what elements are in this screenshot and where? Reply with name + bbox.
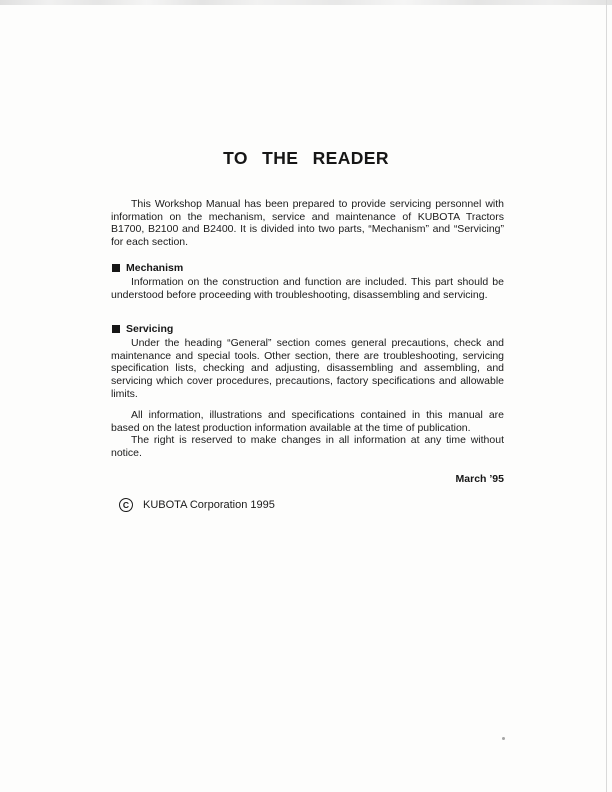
servicing-section-heading [112, 323, 173, 335]
scan-line-right-edge [606, 0, 607, 792]
intro-paragraph: This Workshop Manual has been prepared to provide servicing personnel with information on the mechanism, service and maintenance of KUBOTA Tractors B1700, B2100 and B2400. It is divided into two parts, “Mechanism” and “Servicing” for each section. [111, 198, 504, 249]
page-title: TO THE READER [223, 148, 389, 168]
closing-paragraph: All information, illustrations and specifications contained in this manual are based on the latest production information available at the time of publication. [111, 409, 504, 434]
copyright-line [119, 498, 275, 512]
closing-paragraphs-block [111, 409, 504, 460]
mechanism-heading-label: Mechanism [126, 262, 184, 274]
scan-noise-top-edge [0, 0, 612, 5]
copyright-circle-c-icon: C [119, 498, 133, 512]
servicing-section-body: Under the heading “General” section comes general precautions, check and maintenance and special tools. Other section, there are troubleshooting, servicing specification lists, checking and adjusting, disassembling and assembling, and servicing which cover procedures, precautions, factory specifications and allowable limits. [111, 337, 504, 400]
closing-paragraph: The right is reserved to make changes in all information at any time without notice. [111, 434, 504, 460]
servicing-section-body-block [111, 337, 504, 401]
square-bullet-icon [112, 325, 120, 333]
mechanism-section-body: Information on the construction and function are included. This part should be understood before proceeding with troubleshooting, disassembling and servicing. [111, 276, 504, 301]
mechanism-section-heading [112, 262, 183, 274]
publication-date: March ’95 [455, 473, 504, 485]
mechanism-section-body-block [111, 276, 504, 301]
servicing-heading-label: Servicing [126, 323, 174, 335]
scan-speck [502, 737, 505, 740]
intro-paragraph-block [111, 198, 504, 249]
square-bullet-icon [112, 264, 120, 272]
copyright-text: KUBOTA Corporation 1995 [143, 499, 275, 511]
